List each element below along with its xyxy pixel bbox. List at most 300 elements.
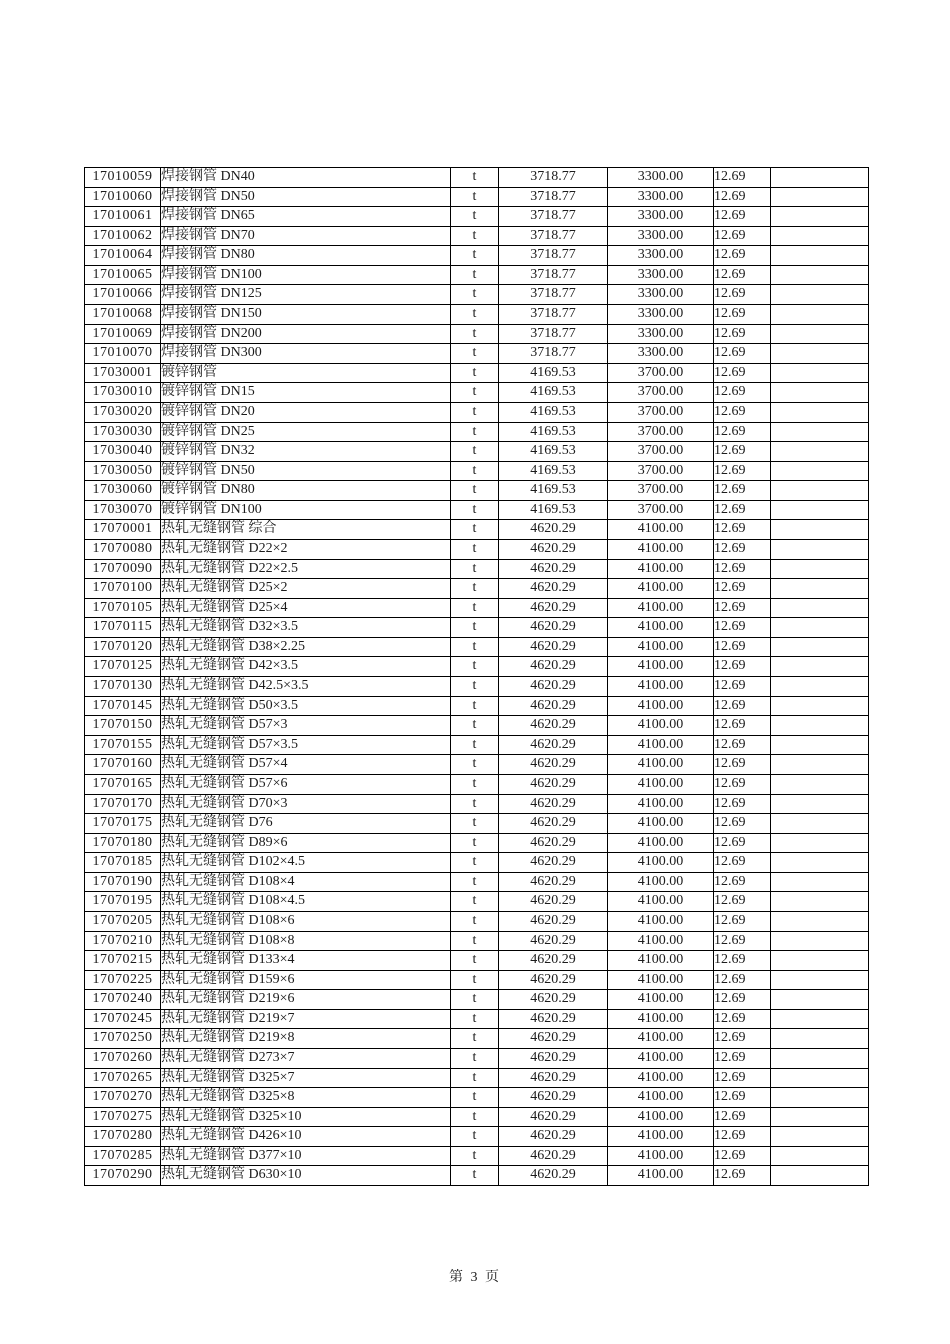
cell-rate: 12.69 (714, 383, 771, 403)
cell-remark (771, 579, 869, 599)
cell-unit: t (451, 226, 499, 246)
cell-material-name: 镀锌钢管 DN80 (161, 481, 451, 501)
cell-rate: 12.69 (714, 559, 771, 579)
cell-rate: 12.69 (714, 246, 771, 266)
cell-rate: 12.69 (714, 344, 771, 364)
cell-material-name: 热轧无缝钢管 D426×10 (161, 1127, 451, 1147)
cell-material-code: 17070160 (85, 755, 161, 775)
cell-remark (771, 853, 869, 873)
cell-price: 3718.77 (499, 226, 608, 246)
cell-unit: t (451, 618, 499, 638)
cell-material-code: 17010065 (85, 265, 161, 285)
cell-unit: t (451, 265, 499, 285)
cell-material-code: 17070105 (85, 598, 161, 618)
cell-remark (771, 461, 869, 481)
table-row (85, 598, 869, 618)
cell-price: 4169.53 (499, 383, 608, 403)
cell-rate: 12.69 (714, 1029, 771, 1049)
cell-material-name: 焊接钢管 DN100 (161, 265, 451, 285)
cell-rate: 12.69 (714, 1068, 771, 1088)
table-row (85, 1088, 869, 1108)
cell-material-code: 17070190 (85, 872, 161, 892)
cell-material-code: 17030070 (85, 500, 161, 520)
cell-material-code: 17070130 (85, 677, 161, 697)
cell-base-price: 4100.00 (608, 814, 714, 834)
cell-unit: t (451, 677, 499, 697)
cell-unit: t (451, 422, 499, 442)
cell-price: 4169.53 (499, 422, 608, 442)
cell-price: 4169.53 (499, 363, 608, 383)
cell-price: 4620.29 (499, 892, 608, 912)
cell-remark (771, 1049, 869, 1069)
cell-base-price: 4100.00 (608, 657, 714, 677)
cell-base-price: 4100.00 (608, 911, 714, 931)
cell-price: 4169.53 (499, 442, 608, 462)
cell-material-name: 焊接钢管 DN65 (161, 207, 451, 227)
table-row (85, 618, 869, 638)
table-row (85, 677, 869, 697)
cell-price: 4620.29 (499, 931, 608, 951)
table-row (85, 853, 869, 873)
cell-remark (771, 265, 869, 285)
cell-remark (771, 402, 869, 422)
cell-remark (771, 657, 869, 677)
cell-material-code: 17070100 (85, 579, 161, 599)
cell-price: 4620.29 (499, 911, 608, 931)
table-row (85, 696, 869, 716)
cell-rate: 12.69 (714, 892, 771, 912)
cell-rate: 12.69 (714, 520, 771, 540)
table-row (85, 1146, 869, 1166)
table-row (85, 324, 869, 344)
cell-base-price: 4100.00 (608, 931, 714, 951)
cell-material-code: 17070180 (85, 833, 161, 853)
cell-base-price: 4100.00 (608, 735, 714, 755)
cell-material-code: 17010064 (85, 246, 161, 266)
cell-material-name: 热轧无缝钢管 D108×6 (161, 911, 451, 931)
table-row (85, 363, 869, 383)
cell-unit: t (451, 853, 499, 873)
cell-price: 4620.29 (499, 1146, 608, 1166)
table-row (85, 970, 869, 990)
cell-material-code: 17070080 (85, 539, 161, 559)
cell-price: 4620.29 (499, 657, 608, 677)
cell-unit: t (451, 911, 499, 931)
cell-unit: t (451, 559, 499, 579)
cell-price: 4620.29 (499, 520, 608, 540)
cell-rate: 12.69 (714, 618, 771, 638)
cell-rate: 12.69 (714, 207, 771, 227)
cell-price: 4620.29 (499, 1166, 608, 1186)
table-row (85, 1029, 869, 1049)
cell-remark (771, 363, 869, 383)
cell-rate: 12.69 (714, 735, 771, 755)
cell-base-price: 4100.00 (608, 774, 714, 794)
cell-rate: 12.69 (714, 951, 771, 971)
cell-material-code: 17030010 (85, 383, 161, 403)
cell-material-code: 17070195 (85, 892, 161, 912)
table-row (85, 990, 869, 1010)
cell-unit: t (451, 305, 499, 325)
cell-base-price: 4100.00 (608, 539, 714, 559)
table-row (85, 500, 869, 520)
cell-unit: t (451, 872, 499, 892)
table-row (85, 383, 869, 403)
cell-unit: t (451, 579, 499, 599)
cell-remark (771, 168, 869, 188)
cell-base-price: 3700.00 (608, 363, 714, 383)
cell-base-price: 3300.00 (608, 305, 714, 325)
cell-price: 3718.77 (499, 246, 608, 266)
cell-remark (771, 559, 869, 579)
table-row (85, 559, 869, 579)
cell-price: 3718.77 (499, 305, 608, 325)
cell-unit: t (451, 1009, 499, 1029)
cell-remark (771, 794, 869, 814)
cell-material-code: 17070250 (85, 1029, 161, 1049)
cell-material-name: 热轧无缝钢管 D25×4 (161, 598, 451, 618)
table-row (85, 637, 869, 657)
cell-base-price: 4100.00 (608, 1049, 714, 1069)
cell-remark (771, 833, 869, 853)
cell-rate: 12.69 (714, 637, 771, 657)
cell-base-price: 4100.00 (608, 755, 714, 775)
cell-base-price: 3300.00 (608, 344, 714, 364)
cell-unit: t (451, 187, 499, 207)
cell-price: 4620.29 (499, 833, 608, 853)
cell-price: 4620.29 (499, 598, 608, 618)
cell-rate: 12.69 (714, 853, 771, 873)
cell-rate: 12.69 (714, 422, 771, 442)
cell-material-name: 热轧无缝钢管 D219×7 (161, 1009, 451, 1029)
cell-remark (771, 383, 869, 403)
cell-material-name: 热轧无缝钢管 D89×6 (161, 833, 451, 853)
cell-material-name: 热轧无缝钢管 D630×10 (161, 1166, 451, 1186)
table-row (85, 1049, 869, 1069)
table-row (85, 579, 869, 599)
cell-material-name: 热轧无缝钢管 D57×3.5 (161, 735, 451, 755)
cell-unit: t (451, 207, 499, 227)
cell-rate: 12.69 (714, 481, 771, 501)
cell-unit: t (451, 168, 499, 188)
cell-material-name: 热轧无缝钢管 D38×2.25 (161, 637, 451, 657)
cell-base-price: 4100.00 (608, 872, 714, 892)
cell-remark (771, 246, 869, 266)
cell-price: 3718.77 (499, 207, 608, 227)
cell-material-name: 热轧无缝钢管 D108×4 (161, 872, 451, 892)
table-row (85, 774, 869, 794)
cell-material-name: 焊接钢管 DN70 (161, 226, 451, 246)
cell-material-code: 17070125 (85, 657, 161, 677)
cell-price: 4620.29 (499, 1127, 608, 1147)
cell-rate: 12.69 (714, 285, 771, 305)
cell-material-name: 热轧无缝钢管 D57×6 (161, 774, 451, 794)
cell-base-price: 4100.00 (608, 696, 714, 716)
cell-material-code: 17010060 (85, 187, 161, 207)
cell-remark (771, 637, 869, 657)
cell-material-code: 17030020 (85, 402, 161, 422)
cell-base-price: 3300.00 (608, 285, 714, 305)
table-row (85, 872, 869, 892)
cell-price: 4620.29 (499, 990, 608, 1010)
cell-remark (771, 1029, 869, 1049)
cell-remark (771, 911, 869, 931)
cell-base-price: 4100.00 (608, 1166, 714, 1186)
cell-material-name: 热轧无缝钢管 D108×4.5 (161, 892, 451, 912)
cell-rate: 12.69 (714, 579, 771, 599)
cell-base-price: 4100.00 (608, 1088, 714, 1108)
cell-material-name: 镀锌钢管 DN25 (161, 422, 451, 442)
cell-material-name: 镀锌钢管 DN50 (161, 461, 451, 481)
cell-material-code: 17070275 (85, 1107, 161, 1127)
cell-unit: t (451, 481, 499, 501)
table-row (85, 305, 869, 325)
table-row (85, 539, 869, 559)
table-row (85, 1166, 869, 1186)
cell-material-code: 17010059 (85, 168, 161, 188)
cell-material-code: 17010062 (85, 226, 161, 246)
cell-rate: 12.69 (714, 755, 771, 775)
cell-remark (771, 618, 869, 638)
cell-base-price: 4100.00 (608, 598, 714, 618)
cell-material-name: 热轧无缝钢管 D325×7 (161, 1068, 451, 1088)
cell-material-code: 17070150 (85, 716, 161, 736)
cell-unit: t (451, 1107, 499, 1127)
cell-base-price: 4100.00 (608, 1127, 714, 1147)
cell-material-code: 17070265 (85, 1068, 161, 1088)
cell-material-name: 镀锌钢管 DN32 (161, 442, 451, 462)
cell-rate: 12.69 (714, 911, 771, 931)
table-row (85, 461, 869, 481)
cell-rate: 12.69 (714, 539, 771, 559)
cell-base-price: 4100.00 (608, 579, 714, 599)
cell-unit: t (451, 383, 499, 403)
cell-remark (771, 755, 869, 775)
cell-remark (771, 1068, 869, 1088)
cell-material-name: 焊接钢管 DN80 (161, 246, 451, 266)
cell-material-name: 焊接钢管 DN200 (161, 324, 451, 344)
cell-remark (771, 324, 869, 344)
cell-price: 4620.29 (499, 1009, 608, 1029)
cell-unit: t (451, 1049, 499, 1069)
cell-material-code: 17010066 (85, 285, 161, 305)
cell-rate: 12.69 (714, 598, 771, 618)
cell-base-price: 4100.00 (608, 892, 714, 912)
cell-remark (771, 187, 869, 207)
cell-unit: t (451, 735, 499, 755)
cell-price: 4169.53 (499, 500, 608, 520)
cell-remark (771, 1146, 869, 1166)
table-row (85, 1127, 869, 1147)
cell-base-price: 4100.00 (608, 559, 714, 579)
cell-base-price: 4100.00 (608, 1029, 714, 1049)
cell-unit: t (451, 442, 499, 462)
cell-price: 3718.77 (499, 324, 608, 344)
table-row (85, 207, 869, 227)
cell-remark (771, 539, 869, 559)
cell-material-name: 热轧无缝钢管 D133×4 (161, 951, 451, 971)
cell-unit: t (451, 814, 499, 834)
cell-price: 4620.29 (499, 872, 608, 892)
cell-unit: t (451, 324, 499, 344)
cell-material-name: 焊接钢管 DN50 (161, 187, 451, 207)
cell-rate: 12.69 (714, 363, 771, 383)
cell-base-price: 3700.00 (608, 383, 714, 403)
table-row (85, 1009, 869, 1029)
cell-rate: 12.69 (714, 814, 771, 834)
cell-base-price: 4100.00 (608, 970, 714, 990)
cell-unit: t (451, 539, 499, 559)
cell-material-name: 焊接钢管 DN125 (161, 285, 451, 305)
cell-unit: t (451, 951, 499, 971)
cell-base-price: 4100.00 (608, 618, 714, 638)
table-row (85, 226, 869, 246)
cell-base-price: 3300.00 (608, 226, 714, 246)
cell-material-name: 焊接钢管 DN150 (161, 305, 451, 325)
cell-unit: t (451, 598, 499, 618)
table-row (85, 833, 869, 853)
cell-material-code: 17030060 (85, 481, 161, 501)
cell-price: 4169.53 (499, 461, 608, 481)
cell-unit: t (451, 500, 499, 520)
cell-price: 4620.29 (499, 618, 608, 638)
cell-base-price: 4100.00 (608, 637, 714, 657)
cell-price: 3718.77 (499, 344, 608, 364)
cell-unit: t (451, 461, 499, 481)
cell-material-code: 17070285 (85, 1146, 161, 1166)
cell-material-name: 热轧无缝钢管 D377×10 (161, 1146, 451, 1166)
cell-material-code: 17070280 (85, 1127, 161, 1147)
cell-material-code: 17070210 (85, 931, 161, 951)
cell-base-price: 4100.00 (608, 853, 714, 873)
cell-price: 4620.29 (499, 637, 608, 657)
cell-unit: t (451, 1029, 499, 1049)
cell-material-code: 17070120 (85, 637, 161, 657)
cell-remark (771, 305, 869, 325)
cell-base-price: 3700.00 (608, 481, 714, 501)
cell-remark (771, 481, 869, 501)
cell-base-price: 4100.00 (608, 1009, 714, 1029)
cell-material-name: 热轧无缝钢管 D108×8 (161, 931, 451, 951)
cell-rate: 12.69 (714, 442, 771, 462)
cell-material-code: 17070115 (85, 618, 161, 638)
cell-rate: 12.69 (714, 168, 771, 188)
cell-material-code: 17030030 (85, 422, 161, 442)
table-row (85, 735, 869, 755)
cell-remark (771, 931, 869, 951)
cell-rate: 12.69 (714, 990, 771, 1010)
cell-base-price: 3300.00 (608, 187, 714, 207)
table-row (85, 911, 869, 931)
table-row (85, 265, 869, 285)
cell-unit: t (451, 755, 499, 775)
cell-price: 4620.29 (499, 1049, 608, 1069)
cell-material-name: 热轧无缝钢管 D325×10 (161, 1107, 451, 1127)
table-row (85, 168, 869, 188)
cell-unit: t (451, 1146, 499, 1166)
cell-rate: 12.69 (714, 696, 771, 716)
cell-price: 4620.29 (499, 735, 608, 755)
cell-rate: 12.69 (714, 716, 771, 736)
cell-unit: t (451, 931, 499, 951)
cell-price: 4620.29 (499, 814, 608, 834)
table-row (85, 716, 869, 736)
cell-rate: 12.69 (714, 305, 771, 325)
cell-unit: t (451, 520, 499, 540)
cell-base-price: 3300.00 (608, 207, 714, 227)
cell-base-price: 4100.00 (608, 794, 714, 814)
cell-price: 4169.53 (499, 402, 608, 422)
cell-unit: t (451, 637, 499, 657)
cell-unit: t (451, 794, 499, 814)
cell-material-name: 热轧无缝钢管 D25×2 (161, 579, 451, 599)
cell-remark (771, 422, 869, 442)
cell-material-name: 热轧无缝钢管 D325×8 (161, 1088, 451, 1108)
cell-unit: t (451, 1088, 499, 1108)
cell-remark (771, 285, 869, 305)
cell-material-code: 17030001 (85, 363, 161, 383)
cell-material-name: 镀锌钢管 DN100 (161, 500, 451, 520)
cell-material-code: 17070170 (85, 794, 161, 814)
table-row (85, 794, 869, 814)
cell-remark (771, 892, 869, 912)
cell-unit: t (451, 833, 499, 853)
cell-base-price: 4100.00 (608, 951, 714, 971)
cell-material-code: 17070145 (85, 696, 161, 716)
cell-material-name: 热轧无缝钢管 综合 (161, 520, 451, 540)
cell-base-price: 4100.00 (608, 833, 714, 853)
cell-material-name: 镀锌钢管 DN15 (161, 383, 451, 403)
page-number: 第 3 页 (449, 1270, 501, 1285)
cell-rate: 12.69 (714, 1009, 771, 1029)
cell-unit: t (451, 363, 499, 383)
cell-material-code: 17010068 (85, 305, 161, 325)
cell-rate: 12.69 (714, 226, 771, 246)
cell-rate: 12.69 (714, 1088, 771, 1108)
table-row (85, 187, 869, 207)
cell-base-price: 3300.00 (608, 324, 714, 344)
cell-unit: t (451, 774, 499, 794)
cell-material-code: 17010061 (85, 207, 161, 227)
cell-unit: t (451, 970, 499, 990)
cell-remark (771, 598, 869, 618)
cell-base-price: 3300.00 (608, 265, 714, 285)
cell-price: 4620.29 (499, 774, 608, 794)
cell-remark (771, 814, 869, 834)
cell-unit: t (451, 1127, 499, 1147)
cell-material-code: 17070290 (85, 1166, 161, 1186)
cell-material-code: 17070205 (85, 911, 161, 931)
cell-base-price: 3300.00 (608, 246, 714, 266)
cell-base-price: 4100.00 (608, 716, 714, 736)
cell-material-name: 热轧无缝钢管 D273×7 (161, 1049, 451, 1069)
cell-material-name: 热轧无缝钢管 D219×8 (161, 1029, 451, 1049)
cell-rate: 12.69 (714, 265, 771, 285)
cell-material-name: 焊接钢管 DN300 (161, 344, 451, 364)
cell-rate: 12.69 (714, 677, 771, 697)
cell-unit: t (451, 657, 499, 677)
cell-remark (771, 226, 869, 246)
cell-material-name: 热轧无缝钢管 D159×6 (161, 970, 451, 990)
cell-price: 4169.53 (499, 481, 608, 501)
cell-remark (771, 872, 869, 892)
table-row (85, 520, 869, 540)
cell-base-price: 3700.00 (608, 461, 714, 481)
cell-rate: 12.69 (714, 1146, 771, 1166)
cell-material-name: 热轧无缝钢管 D219×6 (161, 990, 451, 1010)
table-row (85, 814, 869, 834)
cell-material-name: 热轧无缝钢管 D57×3 (161, 716, 451, 736)
